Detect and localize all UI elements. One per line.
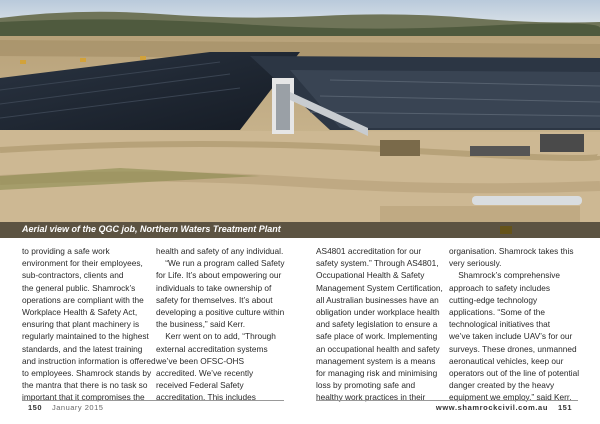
text-line: individuals to take ownership of	[156, 282, 272, 293]
text-column-4	[449, 245, 580, 404]
text-line: standards, and the latest training	[22, 343, 143, 354]
text-line: safety system.” Through AS4801,	[316, 258, 439, 269]
text-line: and instruction information is offered	[22, 355, 156, 366]
text-line: safety for themselves. It’s about	[156, 294, 273, 305]
text-line: healthy work practices in their	[316, 392, 426, 403]
photo-caption: Aerial view of the QGC job, Northern Waters Treatment Plant	[22, 224, 281, 234]
text-line: operators out of the line of potential	[449, 368, 580, 379]
issue-date: January 2015	[52, 403, 104, 412]
text-line: we’ve been OFSC-OHS	[156, 355, 245, 366]
article-body	[22, 245, 580, 403]
text-line: to providing a safe work	[22, 246, 110, 256]
text-line: Shamrock’s comprehensive	[449, 270, 560, 281]
text-column-1	[22, 245, 156, 404]
text-line: ensuring that plant machinery is	[22, 319, 140, 330]
text-line: AS4801 accreditation for our	[316, 246, 422, 256]
text-line: management system is a means	[316, 355, 436, 366]
text-line: Occupational Health & Safety	[316, 270, 425, 281]
text-line: equipment we employ,” said Kerr.	[449, 392, 572, 403]
photo-caption-bar	[0, 222, 600, 238]
text-column-2	[156, 245, 287, 404]
text-line: for Life. It’s about empowering our	[156, 270, 282, 281]
text-line: developing a positive culture within	[156, 307, 285, 318]
text-line: safe place of work. Implementing	[316, 331, 438, 342]
text-line: loss by promoting safe and	[316, 380, 416, 391]
text-line: applications. “Some of the	[449, 307, 545, 318]
website-url: www.shamrockcivil.com.au	[435, 403, 548, 412]
text-line: Management System Certification,	[316, 282, 443, 293]
text-line: received Federal Safety	[156, 380, 244, 391]
footer-left	[22, 400, 284, 413]
text-line: the mantra that there is no task so	[22, 380, 148, 391]
text-line: very seriously.	[449, 258, 502, 269]
right-page-number: 151	[557, 403, 572, 412]
text-line: we’ve taken include UAV’s for our	[449, 331, 573, 342]
text-line: environment for their employees,	[22, 258, 143, 269]
text-line: organisation. Shamrock takes this	[449, 246, 574, 256]
text-column-3	[316, 245, 447, 404]
footer-right	[316, 400, 578, 413]
text-line: obligation under workplace health	[316, 307, 440, 318]
text-line: technological initiatives that	[449, 319, 551, 330]
text-line: the general public. Shamrock’s	[22, 282, 136, 293]
text-line: regularly maintained to the highest	[22, 331, 149, 342]
text-line: Kerr went on to add, “Through	[156, 331, 276, 342]
text-line: Workplace Health & Safety Act,	[22, 307, 138, 318]
text-line: and safety legislation to ensure a	[316, 319, 438, 330]
text-line: danger created by the heavy	[449, 380, 555, 391]
text-line: cutting-edge technology	[449, 294, 538, 305]
text-line: accreditation. This includes	[156, 392, 256, 403]
text-line: the business,” said Kerr.	[156, 319, 246, 330]
text-line: surveys. These drones, unmanned	[449, 343, 577, 354]
text-line: sub-contractors, clients and	[22, 270, 124, 281]
text-line: aeronautical vehicles, keep our	[449, 355, 564, 366]
pipe-section	[472, 196, 582, 205]
text-line: approach to safety includes	[449, 282, 551, 293]
text-line: for managing risk and minimising	[316, 368, 438, 379]
text-line: accredited. We’ve recently	[156, 368, 254, 379]
text-line: external accreditation systems	[156, 343, 268, 354]
text-line: “We run a program called Safety	[156, 258, 285, 269]
text-line: all Australian businesses have an	[316, 294, 439, 305]
text-line: operations are compliant with the	[22, 294, 144, 305]
text-line: important that it compromises the	[22, 392, 145, 403]
left-page-number: 150	[28, 403, 43, 412]
text-line: an occupational health and safety	[316, 343, 440, 354]
text-line: health and safety of any individual.	[156, 246, 284, 256]
text-line: to employees. Shamrock stands by	[22, 368, 152, 379]
